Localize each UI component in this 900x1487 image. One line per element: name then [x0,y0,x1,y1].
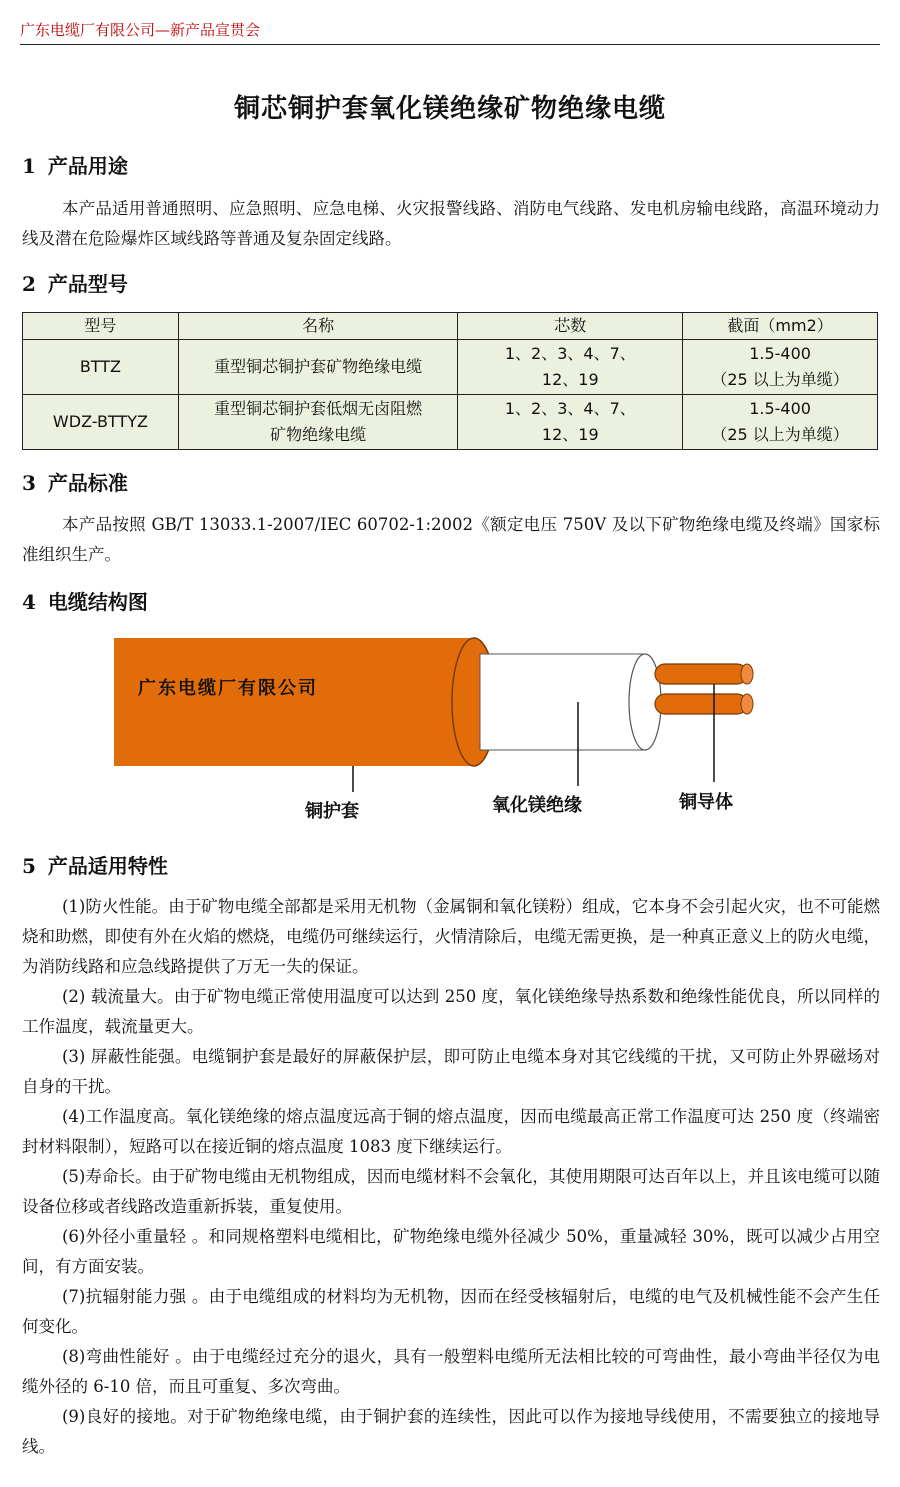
feature-item: (2) 载流量大。由于矿物电缆正常使用温度可以达到 250 度，氧化镁绝缘导热系数和绝缘性能优良，所以同样的工作温度，载流量更大。 [22,987,880,1036]
cell-section-line1: 1.5-400 [749,399,811,418]
section-3-title: 产品标准 [47,471,128,495]
section-4-number: 4 [22,590,36,614]
cell-section [683,340,878,395]
features-list [22,892,880,1462]
cell-cores [458,340,683,395]
model-table [22,312,878,450]
feature-item: (8)弯曲性能好 。由于电缆经过充分的退火，具有一般塑料电缆所无法相比较的可弯曲性，最小弯曲半径仅为电缆外径的 6-10 倍，而且可重复、多次弯曲。 [22,1347,880,1396]
cable-structure-diagram [0,610,900,860]
section-1-number: 1 [22,154,36,178]
feature-item: (4)工作温度高。氧化镁绝缘的熔点温度远高于铜的熔点温度，因而电缆最高正常工作温度可达 250 度（终端密封材料限制），短路可以在接近铜的熔点温度 1083 度下继续运行。 [22,1107,880,1156]
section-1-heading [22,150,128,179]
cell-model: BTTZ [23,340,179,395]
section-2-number: 2 [22,272,36,296]
feature-item: (5)寿命长。由于矿物电缆由无机物组成，因而电缆材料不会氧化，其使用期限可达百年以上，并且该电缆可以随设备位移或者线路改造重新拆装，重复使用。 [22,1167,880,1216]
cell-cores [458,395,683,450]
table-header-row [23,313,878,340]
cell-section-line2: （25 以上为单缆） [711,370,849,389]
label-copper-sheath: 铜护套 [305,801,359,822]
section-2-title: 产品型号 [47,272,128,296]
cell-name: 重型铜芯铜护套矿物绝缘电缆 [178,340,458,395]
cell-section-line2: （25 以上为单缆） [711,425,849,444]
section-3-text: 本产品按照 GB/T 13033.1-2007/IEC 60702-1:2002《额定电压 750V 及以下矿物绝缘电缆及终端》国家标准组织生产。 [22,515,880,564]
feature-item: (7)抗辐射能力强 。由于电缆组成的材料均为无机物，因而在经受核辐射后，电缆的电气及机械性能不会产生任何变化。 [22,1287,880,1336]
col-header-name: 名称 [178,313,458,340]
section-2-heading [22,268,128,297]
label-copper-conductor: 铜导体 [679,792,733,813]
section-1-title: 产品用途 [47,154,128,178]
feature-item: (6)外径小重量轻 。和同规格塑料电缆相比，矿物绝缘电缆外径减少 50%，重量减轻 30%，既可以减少占用空间，有方面安装。 [22,1227,880,1276]
col-header-section: 截面（mm2） [683,313,878,340]
section-5-number: 5 [22,854,36,878]
cell-cores-line1: 1、2、3、4、7、 [504,399,636,418]
cell-section [683,395,878,450]
section-5-title: 产品适用特性 [47,854,168,878]
table-row [23,340,878,395]
cell-section-line1: 1.5-400 [749,344,811,363]
section-3-heading [22,467,128,496]
label-mgo-insulation: 氧化镁绝缘 [492,795,582,816]
feature-item: (3) 屏蔽性能强。电缆铜护套是最好的屏蔽保护层，即可防止电缆本身对其它线缆的干扰，又可防止外界磁场对自身的干扰。 [22,1047,880,1096]
table-row [23,395,878,450]
section-1-text: 本产品适用普通照明、应急照明、应急电梯、火灾报警线路、消防电气线路、发电机房输电线路，高温环境动力线及潜在危险爆炸区域线路等普通及复杂固定线路。 [22,199,880,248]
section-4-title: 电缆结构图 [47,590,148,614]
cell-name-line1: 重型铜芯铜护套低烟无卤阻燃 [214,399,423,418]
copper-conductor-lower [655,694,747,714]
document-title: 铜芯铜护套氧化镁绝缘矿物绝缘电缆 [233,94,666,124]
page-header [20,20,880,45]
cell-cores-line1: 1、2、3、4、7、 [504,344,636,363]
feature-item: (9)良好的接地。对于矿物绝缘电缆，由于铜护套的连续性，因此可以作为接地导线使用，不需要独立的接地导线。 [22,1407,880,1456]
cell-cores-line2: 12、19 [541,425,599,444]
cell-cores-line2: 12、19 [541,370,599,389]
copper-sheath-body [114,638,474,766]
cell-name [178,395,458,450]
feature-item: (1)防火性能。由于矿物电缆全部都是采用无机物（金属铜和氧化镁粉）组成，它本身不会引起火灾，也不可能燃烧和助燃，即使有外在火焰的燃烧，电缆仍可继续运行，火情清除后，电缆无需更换，是一种真正意义上的防火电缆，为消防线路和应急线路提供了万无一失的保证。 [22,897,880,976]
sheath-brand-text: 广东电缆厂有限公司 [138,678,318,699]
cell-model: WDZ-BTTYZ [23,395,179,450]
col-header-cores: 芯数 [458,313,683,340]
section-5-heading [22,850,168,879]
copper-conductor-upper [655,664,747,684]
col-header-model: 型号 [23,313,179,340]
cell-name-line2: 矿物绝缘电缆 [270,425,367,444]
section-3-number: 3 [22,471,36,495]
header-text: 广东电缆厂有限公司—新产品宣贯会 [20,21,261,39]
